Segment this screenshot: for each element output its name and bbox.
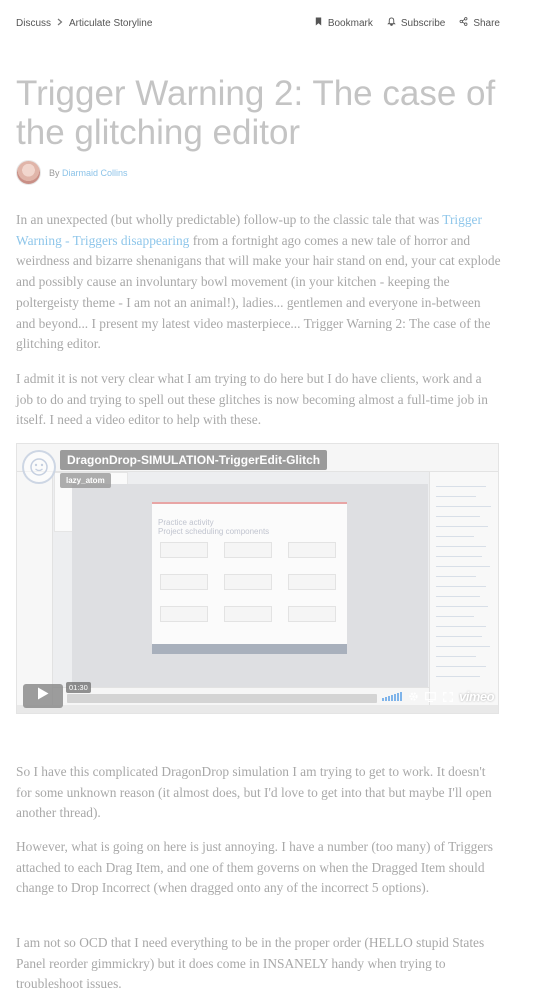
paragraph-ocd: I am not so OCD that I need everything to be in the proper order (HELLO stupid States Panel reorder gimmickry) but it does come in INSANELY handy when trying to troubleshoot issues. <box>16 935 485 992</box>
byline-prefix: By <box>49 167 60 178</box>
author-link[interactable]: Diarmaid Collins <box>62 167 128 178</box>
video-time: 01:30 <box>66 682 91 693</box>
vimeo-logo[interactable]: vimeo <box>459 689 495 704</box>
intro-text-end: from a fortnight ago comes a new tale of horror and weirdness and bizarre shenanigans that will make your hair stand on end, your cat explode and possibly cause an involuntary bowl movement (in your kitchen - keeping the poltergeisty theme - I am not an animal!), ladies... gentlemen and everyone in-between and beyond... I present my latest video masterpiece... Trigger Warning 2: The case of the glitching editor. <box>16 232 501 352</box>
bookmark-label: Bookmark <box>327 17 373 29</box>
paragraph-simulation: So I have this complicated DragonDrop simulation I am trying to get to work. It doesn't for some unknown reason (it almost does, but I'd love to get into that but maybe I'll open another thread). <box>16 764 492 821</box>
share-button[interactable] <box>459 17 500 29</box>
share-icon <box>459 17 468 29</box>
bookmark-button[interactable] <box>314 17 373 29</box>
play-button[interactable] <box>23 684 63 708</box>
bookmark-icon <box>314 17 323 29</box>
video-embed[interactable] <box>16 443 499 714</box>
video-controls <box>382 689 494 704</box>
channel-avatar-icon[interactable] <box>22 450 56 484</box>
breadcrumb-current[interactable]: Articulate Storyline <box>69 17 153 29</box>
video-title[interactable]: DragonDrop-SIMULATION-TriggerEdit-Glitch <box>60 450 327 470</box>
video-progress-bar[interactable] <box>67 694 377 703</box>
video-slide-title: Practice activity Project scheduling components <box>158 518 270 536</box>
paragraph-intro <box>16 210 502 355</box>
video-slide-block <box>288 606 336 622</box>
subscribe-label: Subscribe <box>400 17 446 29</box>
video-slide-block <box>160 574 208 590</box>
chevron-right-icon <box>57 18 63 29</box>
byline <box>16 160 128 185</box>
fullscreen-icon[interactable] <box>442 691 453 702</box>
breadcrumb-discuss[interactable]: Discuss <box>16 17 52 29</box>
video-slide-nav-bar <box>152 644 347 654</box>
video-slide-block <box>224 574 272 590</box>
video-slide-block <box>224 542 272 558</box>
video-app-canvas <box>72 484 428 687</box>
breadcrumb <box>16 18 152 29</box>
volume-icon[interactable] <box>382 692 402 701</box>
play-icon <box>37 687 49 705</box>
video-slide-block <box>288 574 336 590</box>
pip-icon[interactable] <box>425 691 436 702</box>
video-app-statusbar <box>17 705 498 713</box>
gear-icon[interactable] <box>408 691 419 702</box>
video-slide-block <box>224 606 272 622</box>
bell-icon <box>387 17 396 29</box>
post-actions <box>314 17 500 29</box>
paragraph-annoying: However, what is going on here is just annoying. I have a number (too many) of Triggers attached to each Drag Item, and one of them governs on when the Dragged Item should change to Drop Incorrect (when dragged onto any of the incorrect 5 options). <box>16 839 493 896</box>
share-label: Share <box>473 17 500 29</box>
previous-thread-link[interactable]: Trigger Warning - Triggers disappearing <box>16 212 482 248</box>
video-slide-block <box>288 542 336 558</box>
video-app-left-panel <box>17 472 53 705</box>
video-app-triggers-panel <box>429 472 499 705</box>
page-title: Trigger Warning 2: The case of the glitching editor <box>16 74 496 152</box>
paragraph-admit: I admit it is not very clear what I am trying to do here but I do have clients, work and a job to do and trying to spell out these glitches is now becoming almost a full-time job in itself. I need a video editor to help with these. <box>16 371 488 428</box>
video-app-slide <box>152 502 347 654</box>
video-slide-block <box>160 606 208 622</box>
intro-text-start: In an unexpected (but wholly predictable) follow-up to the classic tale that was <box>16 212 443 227</box>
avatar[interactable] <box>16 160 41 185</box>
top-bar <box>16 14 500 32</box>
subscribe-button[interactable] <box>387 17 445 29</box>
video-slide-block <box>160 542 208 558</box>
video-user[interactable]: lazy_atom <box>60 473 111 488</box>
